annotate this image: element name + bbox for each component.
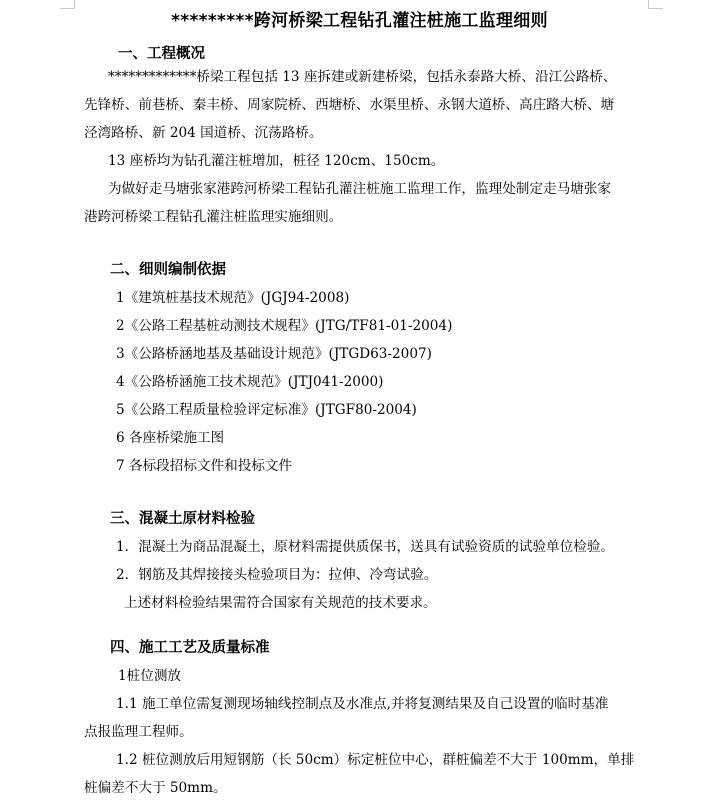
process-item-1-1-line-2: 点报监理工程师。 (84, 724, 193, 740)
process-subheading-pile-layout: 1桩位测放 (118, 668, 182, 684)
materials-note: 上述材料检验结果需符合国家有关规范的技术要求。 (124, 595, 437, 611)
section-heading-basis: 二、细则编制依据 (110, 262, 226, 278)
section-heading-materials: 三、混凝土原材料检验 (110, 511, 255, 527)
section-heading-process: 四、施工工艺及质量标准 (110, 640, 270, 656)
process-item-1-1-line-1: 1.1 施工单位需复测现场轴线控制点及水准点,并将复测结果及自己设置的临时基准 (116, 696, 609, 712)
document-title: *********跨河桥梁工程钻孔灌注桩施工监理细则 (171, 11, 548, 31)
materials-item-2: 2．钢筋及其焊接接头检验项目为：拉伸、冷弯试验。 (116, 567, 438, 583)
overview-paragraph-3-line-2: 港跨河桥梁工程钻孔灌注桩监理实施细则。 (84, 209, 343, 225)
basis-item-3: 3《公路桥涵地基及基础设计规范》(JTGD63-2007) (116, 346, 432, 362)
overview-paragraph-2: 13 座桥均为钻孔灌注桩增加，桩径 120cm、150cm。 (108, 153, 445, 169)
basis-item-5: 5《公路工程质量检验评定标准》(JTGF80-2004) (116, 402, 417, 418)
overview-paragraph-1-line-3: 泾湾路桥、新 204 国道桥、沉荡路桥。 (84, 125, 323, 141)
overview-paragraph-3-line-1: 为做好走马塘张家港跨河桥梁工程钻孔灌注桩施工监理工作，监理处制定走马塘张家 (108, 181, 611, 197)
basis-item-6: 6 各座桥梁施工图 (116, 430, 225, 446)
basis-item-7: 7 各标段招标文件和投标文件 (116, 458, 293, 474)
section-heading-overview: 一、工程概况 (118, 46, 205, 62)
basis-item-4: 4《公路桥涵施工技术规范》(JTJ041-2000) (116, 374, 384, 390)
process-item-1-2-line-2: 桩偏差不大于 50mm。 (84, 780, 227, 796)
process-item-1-2-line-1: 1.2 桩位测放后用短钢筋（长 50cm）标定桩位中心，群桩偏差不大于 100mm，单排 (116, 752, 635, 768)
overview-paragraph-1-line-2: 先锋桥、前巷桥、秦丰桥、周家院桥、西塘桥、水渠里桥、永钢大道桥、高庄路大桥、塘 (84, 97, 615, 113)
basis-item-1: 1《建筑桩基技术规范》(JGJ94-2008) (116, 290, 350, 306)
basis-item-2: 2《公路工程基桩动测技术规程》(JTG/TF81-01-2004) (116, 318, 453, 334)
overview-paragraph-1-line-1: *************桥梁工程包括 13 座拆建或新建桥梁，包括永泰路大桥、沿江公路桥、 (108, 69, 617, 85)
materials-item-1: 1．混凝土为商品混凝土，原材料需提供质保书，送具有试验资质的试验单位检验。 (116, 539, 615, 555)
